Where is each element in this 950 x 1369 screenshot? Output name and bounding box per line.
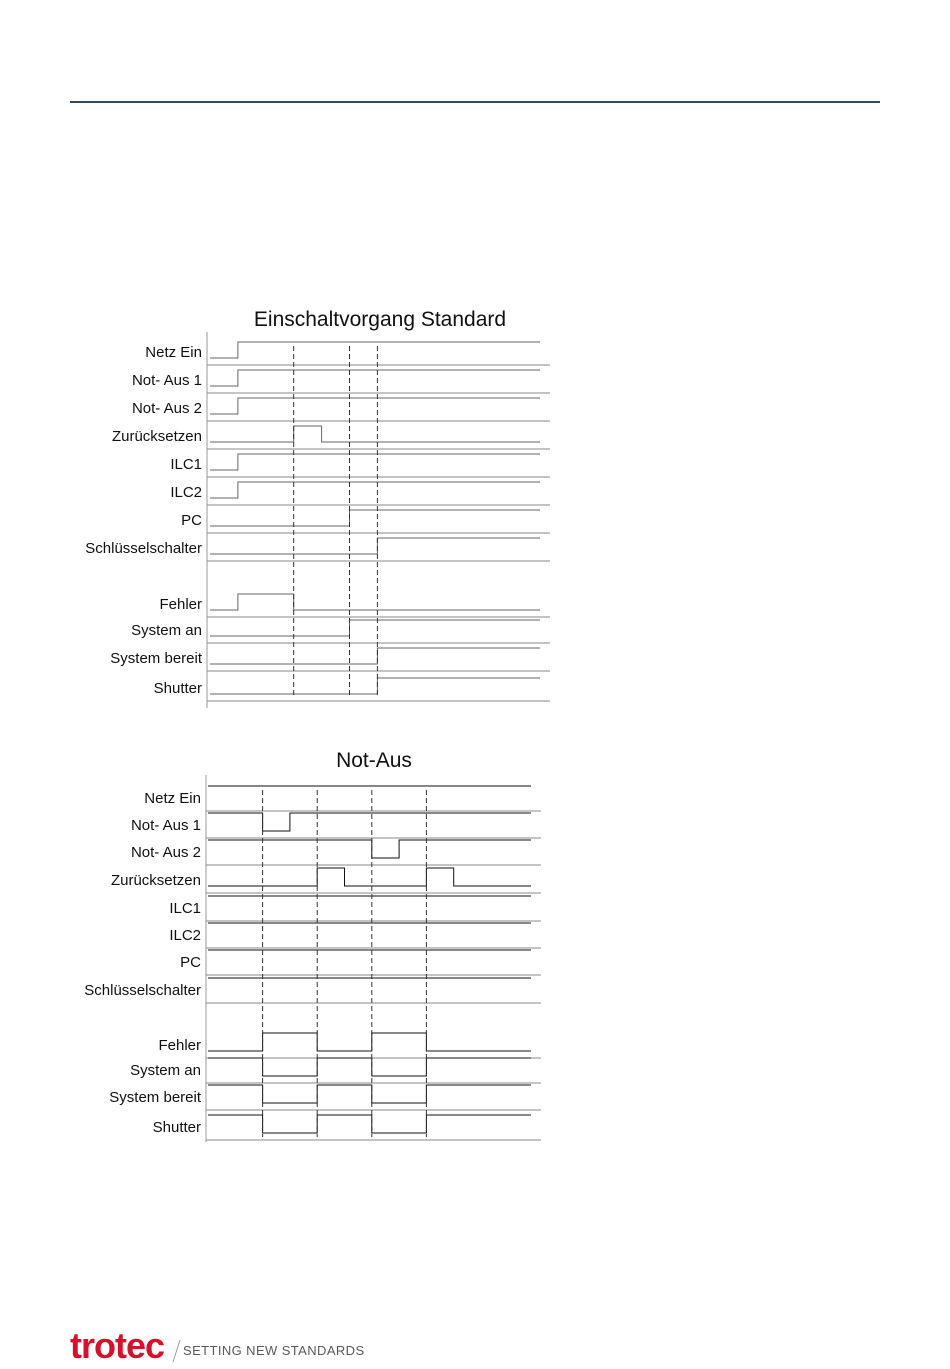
footer [70, 1325, 365, 1366]
signal-waveform [208, 1115, 531, 1133]
signal-waveform [208, 813, 531, 831]
signal-waveform [210, 454, 540, 470]
signal-label: System bereit [109, 1089, 201, 1106]
signal-waveform [208, 1058, 531, 1076]
signal-label: Netz Ein [145, 344, 202, 361]
timing-diagram-2 [84, 749, 541, 1142]
signal-label: Not- Aus 2 [130, 844, 201, 861]
diagram-title: Einschaltvorgang Standard [253, 308, 507, 331]
signal-waveform [210, 426, 540, 442]
signal-label: Shutter [153, 680, 202, 697]
signal-label: System an [131, 622, 202, 639]
signal-waveform [210, 482, 540, 498]
signal-waveform [210, 648, 540, 664]
signal-waveform [208, 868, 531, 886]
signal-label: Not- Aus 1 [131, 372, 202, 389]
footer-tagline: SETTING NEW STANDARDS [183, 1343, 365, 1358]
signal-waveform [210, 398, 540, 414]
signal-label: ILC1 [169, 900, 201, 917]
diagram-title: Not-Aus [336, 749, 412, 772]
signal-label: PC [180, 954, 201, 971]
signal-waveform [210, 538, 540, 554]
signal-label: Schlüsselschalter [84, 982, 201, 999]
signal-label: System bereit [110, 650, 202, 667]
signal-waveform [208, 840, 531, 858]
signal-label: PC [181, 512, 202, 529]
signal-waveform [210, 678, 540, 694]
signal-waveform [210, 342, 540, 358]
footer-divider [172, 1340, 180, 1362]
signal-waveform [208, 1085, 531, 1103]
signal-label: Not- Aus 2 [131, 400, 202, 417]
signal-label: Zurücksetzen [111, 428, 202, 445]
signal-waveform [210, 620, 540, 636]
signal-label: Fehler [158, 1037, 201, 1054]
signal-waveform [208, 1033, 531, 1051]
signal-label: ILC2 [170, 484, 202, 501]
signal-waveform [210, 370, 540, 386]
timing-diagram-1 [85, 308, 550, 708]
signal-label: ILC2 [169, 927, 201, 944]
signal-label: Schlüsselschalter [85, 540, 202, 557]
signal-label: Shutter [152, 1119, 201, 1136]
signal-label: System an [130, 1062, 201, 1079]
signal-label: Netz Ein [144, 790, 201, 807]
signal-label: Not- Aus 1 [130, 817, 201, 834]
signal-label: ILC1 [170, 456, 202, 473]
trotec-logo: trotec [70, 1325, 165, 1366]
signal-waveform [210, 594, 540, 610]
signal-label: Fehler [159, 596, 202, 613]
signal-label: Zurücksetzen [110, 872, 201, 889]
signal-waveform [210, 510, 540, 526]
